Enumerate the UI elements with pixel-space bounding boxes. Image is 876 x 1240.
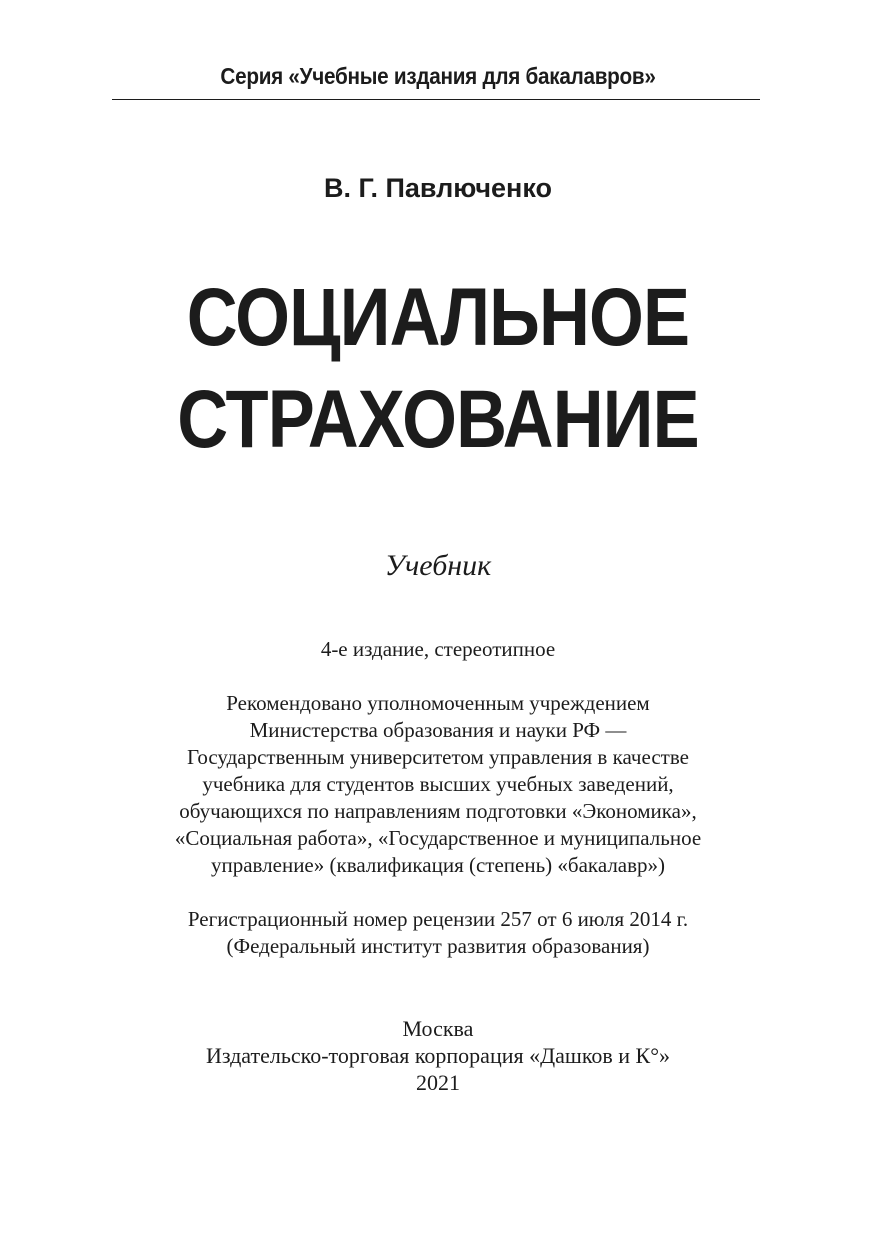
registration-line: Регистрационный номер рецензии 257 от 6 июля 2014 г.: [187, 907, 689, 931]
series-title: Серия «Учебные издания для бакалавров»: [220, 63, 656, 89]
publisher-name: Издательско-торговая корпорация «Дашков и К°»: [205, 1043, 671, 1068]
publisher-city: Москва: [402, 1016, 474, 1041]
author-name: В. Г. Павлюченко: [324, 173, 552, 203]
recommendation-line: Министерства образования и науки РФ —: [249, 718, 627, 742]
book-title-line-1: СОЦИАЛЬНОЕ: [186, 272, 690, 363]
registration-line: (Федеральный институт развития образования): [226, 934, 650, 958]
recommendation-line: управление» (квалификация (степень) «бакалавр»): [210, 853, 666, 877]
publisher-block: [0, 1015, 876, 1096]
edition-note: 4-е издание, стереотипное: [320, 637, 556, 661]
recommendation-line: учебника для студентов высших учебных заведений,: [202, 772, 674, 796]
publication-year: 2021: [416, 1070, 460, 1095]
recommendation-line: Рекомендовано уполномоченным учреждением: [226, 691, 650, 715]
recommendation-line: «Социальная работа», «Государственное и муниципальное: [174, 826, 702, 850]
registration-block: [0, 906, 876, 960]
book-title-line-2: СТРАХОВАНИЕ: [177, 374, 699, 465]
recommendation-line: Государственным университетом управления в качестве: [187, 745, 689, 769]
header-divider: [112, 99, 760, 100]
recommendation-block: [0, 690, 876, 879]
recommendation-line: обучающихся по направлениям подготовки «Экономика»,: [179, 799, 697, 823]
book-genre: Учебник: [384, 549, 492, 582]
